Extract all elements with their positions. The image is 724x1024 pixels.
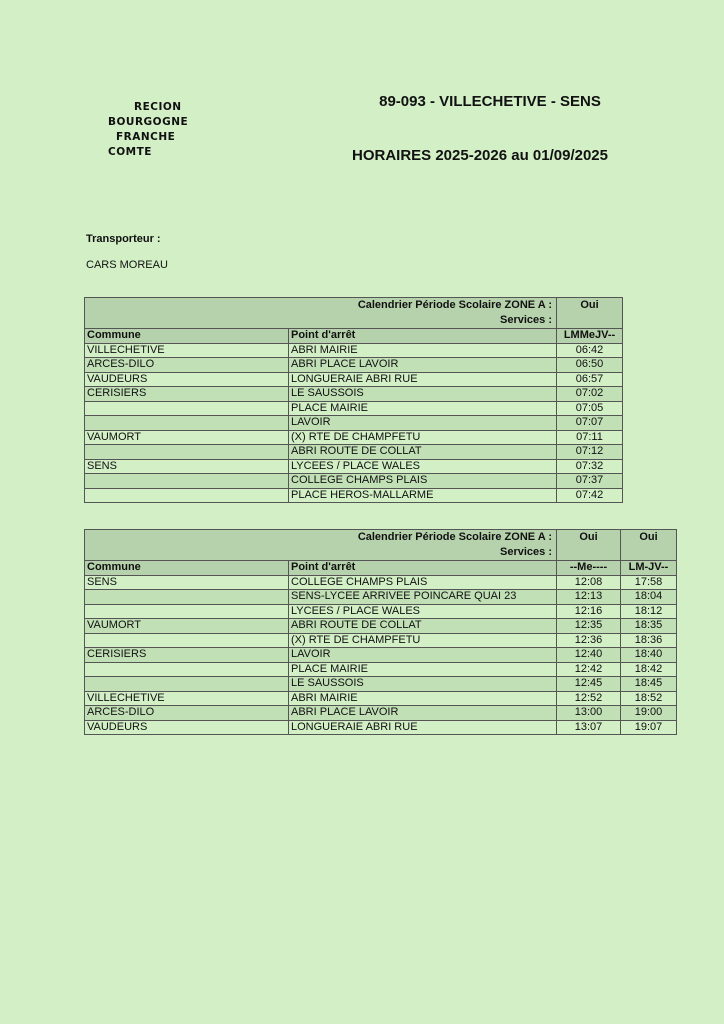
time-cell: 12:40 bbox=[557, 648, 621, 663]
stop-cell: ABRI PLACE LAVOIR bbox=[289, 706, 557, 721]
route-title: 89-093 - VILLECHETIVE - SENS bbox=[379, 93, 601, 110]
table-row bbox=[85, 430, 623, 445]
table-row bbox=[85, 387, 623, 402]
services-label: Services : bbox=[85, 313, 557, 329]
commune-cell: VAUDEURS bbox=[85, 372, 289, 387]
stop-cell: LAVOIR bbox=[289, 648, 557, 663]
services-header-row bbox=[85, 545, 677, 561]
table-row bbox=[85, 358, 623, 373]
stop-cell: (X) RTE DE CHAMPFETU bbox=[289, 430, 557, 445]
table-row bbox=[85, 633, 677, 648]
service-blank bbox=[557, 313, 623, 329]
commune-cell: VILLECHETIVE bbox=[85, 343, 289, 358]
stop-cell: PLACE MAIRIE bbox=[289, 401, 557, 416]
calendar-header-row bbox=[85, 298, 623, 314]
service-oui: Oui bbox=[621, 530, 677, 546]
logo-line: FRANCHE bbox=[116, 131, 176, 143]
stop-cell: PLACE HEROS-MALLARME bbox=[289, 488, 557, 503]
commune-cell bbox=[85, 445, 289, 460]
table-row bbox=[85, 343, 623, 358]
time-cell: 12:52 bbox=[557, 691, 621, 706]
logo-line: COMTE bbox=[108, 146, 152, 158]
time-cell: 07:12 bbox=[557, 445, 623, 460]
commune-cell bbox=[85, 590, 289, 605]
stop-cell: LYCEES / PLACE WALES bbox=[289, 459, 557, 474]
commune-cell: VAUDEURS bbox=[85, 720, 289, 735]
column-header-commune: Commune bbox=[85, 561, 289, 576]
table-row bbox=[85, 604, 677, 619]
table-row bbox=[85, 691, 677, 706]
commune-cell: VILLECHETIVE bbox=[85, 691, 289, 706]
time-cell: 18:36 bbox=[621, 633, 677, 648]
commune-cell bbox=[85, 488, 289, 503]
table-row bbox=[85, 677, 677, 692]
time-cell: 12:42 bbox=[557, 662, 621, 677]
time-cell: 18:45 bbox=[621, 677, 677, 692]
time-cell: 19:07 bbox=[621, 720, 677, 735]
commune-cell bbox=[85, 677, 289, 692]
commune-cell: SENS bbox=[85, 459, 289, 474]
stop-cell: (X) RTE DE CHAMPFETU bbox=[289, 633, 557, 648]
table-row bbox=[85, 401, 623, 416]
stop-cell: COLLEGE CHAMPS PLAIS bbox=[289, 575, 557, 590]
time-cell: 18:52 bbox=[621, 691, 677, 706]
calendar-label: Calendrier Période Scolaire ZONE A : bbox=[85, 530, 557, 546]
time-cell: 18:40 bbox=[621, 648, 677, 663]
region-logo bbox=[96, 100, 206, 160]
logo-line: RECION bbox=[134, 101, 182, 113]
stop-cell: LE SAUSSOIS bbox=[289, 677, 557, 692]
time-cell: 13:00 bbox=[557, 706, 621, 721]
stop-cell: COLLEGE CHAMPS PLAIS bbox=[289, 474, 557, 489]
commune-cell bbox=[85, 633, 289, 648]
stop-cell: ABRI PLACE LAVOIR bbox=[289, 358, 557, 373]
timetable-return bbox=[84, 529, 677, 735]
service-blank bbox=[557, 545, 621, 561]
table-row bbox=[85, 706, 677, 721]
calendar-header-row bbox=[85, 530, 677, 546]
table-row bbox=[85, 648, 677, 663]
time-cell: 06:42 bbox=[557, 343, 623, 358]
time-cell: 07:07 bbox=[557, 416, 623, 431]
timetable-outbound bbox=[84, 297, 623, 503]
commune-cell: ARCES-DILO bbox=[85, 706, 289, 721]
commune-cell: SENS bbox=[85, 575, 289, 590]
stop-cell: ABRI MAIRIE bbox=[289, 691, 557, 706]
stop-cell: ABRI ROUTE DE COLLAT bbox=[289, 619, 557, 634]
time-cell: 07:05 bbox=[557, 401, 623, 416]
stop-cell: ABRI ROUTE DE COLLAT bbox=[289, 445, 557, 460]
time-cell: 12:16 bbox=[557, 604, 621, 619]
commune-cell bbox=[85, 604, 289, 619]
service-days: LM-JV-- bbox=[621, 561, 677, 576]
table-row bbox=[85, 445, 623, 460]
time-cell: 18:12 bbox=[621, 604, 677, 619]
stop-cell: LAVOIR bbox=[289, 416, 557, 431]
time-cell: 07:32 bbox=[557, 459, 623, 474]
commune-cell bbox=[85, 662, 289, 677]
service-days: LMMeJV-- bbox=[557, 329, 623, 344]
time-cell: 19:00 bbox=[621, 706, 677, 721]
service-oui: Oui bbox=[557, 298, 623, 314]
column-header-point: Point d'arrêt bbox=[289, 561, 557, 576]
commune-cell bbox=[85, 416, 289, 431]
table-row bbox=[85, 488, 623, 503]
table-row bbox=[85, 590, 677, 605]
stop-cell: LE SAUSSOIS bbox=[289, 387, 557, 402]
table-row bbox=[85, 720, 677, 735]
commune-cell: VAUMORT bbox=[85, 619, 289, 634]
stop-cell: LONGUERAIE ABRI RUE bbox=[289, 720, 557, 735]
commune-cell: VAUMORT bbox=[85, 430, 289, 445]
time-cell: 07:42 bbox=[557, 488, 623, 503]
column-header-row bbox=[85, 561, 677, 576]
logo-line: BOURGOGNE bbox=[108, 116, 189, 128]
service-oui: Oui bbox=[557, 530, 621, 546]
time-cell: 12:08 bbox=[557, 575, 621, 590]
schedule-subtitle: HORAIRES 2025-2026 au 01/09/2025 bbox=[352, 147, 608, 164]
stop-cell: LYCEES / PLACE WALES bbox=[289, 604, 557, 619]
transporteur-value: CARS MOREAU bbox=[86, 259, 168, 271]
calendar-label: Calendrier Période Scolaire ZONE A : bbox=[85, 298, 557, 314]
table-row bbox=[85, 416, 623, 431]
time-cell: 17:58 bbox=[621, 575, 677, 590]
commune-cell: CERISIERS bbox=[85, 387, 289, 402]
time-cell: 13:07 bbox=[557, 720, 621, 735]
table-row bbox=[85, 575, 677, 590]
column-header-row bbox=[85, 329, 623, 344]
table-row bbox=[85, 662, 677, 677]
stop-cell: ABRI MAIRIE bbox=[289, 343, 557, 358]
time-cell: 12:35 bbox=[557, 619, 621, 634]
service-blank bbox=[621, 545, 677, 561]
commune-cell: ARCES-DILO bbox=[85, 358, 289, 373]
time-cell: 07:11 bbox=[557, 430, 623, 445]
transporteur-label: Transporteur : bbox=[86, 233, 161, 245]
commune-cell bbox=[85, 474, 289, 489]
time-cell: 12:13 bbox=[557, 590, 621, 605]
table-row bbox=[85, 459, 623, 474]
commune-cell bbox=[85, 401, 289, 416]
time-cell: 12:36 bbox=[557, 633, 621, 648]
stop-cell: PLACE MAIRIE bbox=[289, 662, 557, 677]
stop-cell: LONGUERAIE ABRI RUE bbox=[289, 372, 557, 387]
table-row bbox=[85, 474, 623, 489]
column-header-point: Point d'arrêt bbox=[289, 329, 557, 344]
table-row bbox=[85, 372, 623, 387]
table-row bbox=[85, 619, 677, 634]
time-cell: 07:37 bbox=[557, 474, 623, 489]
time-cell: 18:35 bbox=[621, 619, 677, 634]
services-label: Services : bbox=[85, 545, 557, 561]
time-cell: 18:04 bbox=[621, 590, 677, 605]
services-header-row bbox=[85, 313, 623, 329]
stop-cell: SENS-LYCEE ARRIVEE POINCARE QUAI 23 bbox=[289, 590, 557, 605]
service-days: --Me---- bbox=[557, 561, 621, 576]
time-cell: 07:02 bbox=[557, 387, 623, 402]
time-cell: 06:57 bbox=[557, 372, 623, 387]
time-cell: 12:45 bbox=[557, 677, 621, 692]
column-header-commune: Commune bbox=[85, 329, 289, 344]
commune-cell: CERISIERS bbox=[85, 648, 289, 663]
time-cell: 06:50 bbox=[557, 358, 623, 373]
time-cell: 18:42 bbox=[621, 662, 677, 677]
